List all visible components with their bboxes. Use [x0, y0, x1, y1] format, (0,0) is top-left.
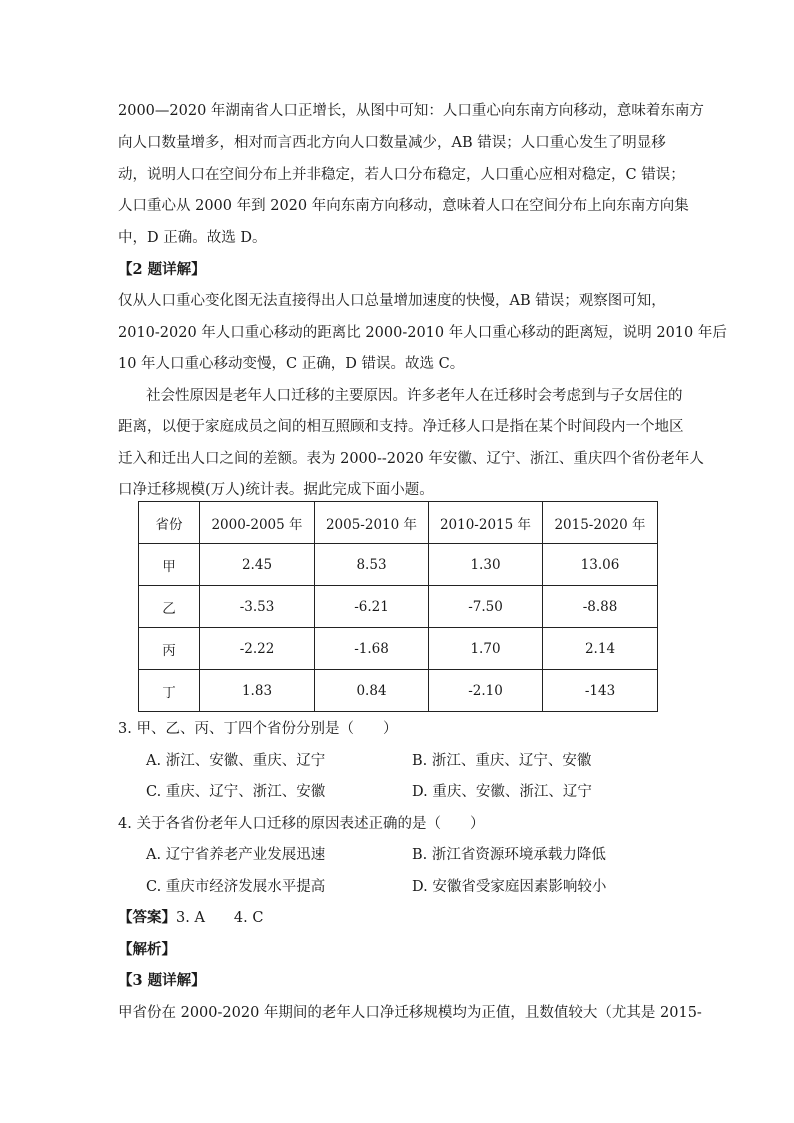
table-cell: 丁 [139, 670, 200, 712]
paragraph-line: 甲省份在 2000-2020 年期间的老年人口净迁移规模均为正值，且数值较大（尤其是 2015- [118, 1005, 702, 1021]
paragraph-line: 人口重心从 2000 年到 2020 年向东南方向移动，意味着人口在空间分布上向东南方向集 [118, 198, 689, 214]
question-4-stem: 4. 关于各省份老年人口迁移的原因表述正确的是（ ） [118, 816, 485, 832]
answer-text: 3. A 4. C [176, 910, 264, 926]
table-cell: -143 [543, 670, 658, 712]
paragraph-line: 2010-2020 年人口重心移动的距离比 2000-2010 年人口重心移动的距离短，说明 2010 年后 [118, 325, 727, 341]
table-header-cell: 2000-2005 年 [200, 502, 315, 544]
table-cell: 2.14 [543, 628, 658, 670]
paragraph-line: 向人口数量增多，相对而言西北方向人口数量减少，AB 错误；人口重心发生了明显移 [118, 135, 666, 151]
question-4-option-d: D. 安徽省受家庭因素影响较小 [412, 879, 607, 895]
table-header-cell: 省份 [139, 502, 200, 544]
question-4-option-c: C. 重庆市经济发展水平提高 [146, 879, 326, 895]
intro-line: 迁入和迁出人口之间的差额。表为 2000--2020 年安徽、辽宁、浙江、重庆四个省份老年人 [118, 451, 704, 467]
table-header-cell: 2010-2015 年 [429, 502, 543, 544]
paragraph-line: 中，D 正确。故选 D。 [118, 230, 267, 246]
table-header-cell: 2015-2020 年 [543, 502, 658, 544]
section-heading-q3: 【3 题详解】 [118, 972, 206, 989]
table-row [139, 544, 658, 586]
table-cell: -7.50 [429, 586, 543, 628]
table-cell: 2.45 [200, 544, 315, 586]
table-cell: 丙 [139, 628, 200, 670]
table-row [139, 628, 658, 670]
table-cell: -1.68 [315, 628, 429, 670]
table-row [139, 586, 658, 628]
table-header-row [139, 502, 658, 544]
table-cell: 1.83 [200, 670, 315, 712]
paragraph-line: 2000—2020 年湖南省人口正增长，从图中可知：人口重心向东南方向移动，意味着东南方 [118, 103, 704, 119]
question-3-option-d: D. 重庆、安徽、浙江、辽宁 [412, 784, 592, 800]
question-3-stem: 3. 甲、乙、丙、丁四个省份分别是（ ） [118, 721, 398, 737]
table-cell: 乙 [139, 586, 200, 628]
intro-line: 社会性原因是老年人口迁移的主要原因。许多老年人在迁移时会考虑到与子女居住的 [146, 388, 683, 404]
analysis-heading: 【解析】 [118, 941, 176, 958]
migration-table [138, 501, 658, 712]
answer-line [118, 908, 263, 928]
table-cell: 甲 [139, 544, 200, 586]
table-cell: -2.22 [200, 628, 315, 670]
table-cell: -6.21 [315, 586, 429, 628]
paragraph-line: 动，说明人口在空间分布上并非稳定，若人口分布稳定，人口重心应相对稳定，C 错误； [118, 167, 685, 183]
intro-line: 口净迁移规模(万人)统计表。据此完成下面小题。 [118, 482, 434, 498]
table-cell: 0.84 [315, 670, 429, 712]
table-cell: -8.88 [543, 586, 658, 628]
paragraph-line: 仅从人口重心变化图无法直接得出人口总量增加速度的快慢，AB 错误；观察图可知， [118, 293, 666, 309]
table-cell: 1.70 [429, 628, 543, 670]
table-header-cell: 2005-2010 年 [315, 502, 429, 544]
intro-line: 距离，以便于家庭成员之间的相互照顾和支持。净迁移人口是指在某个时间段内一个地区 [118, 419, 684, 435]
table-cell: 13.06 [543, 544, 658, 586]
paragraph-line: 10 年人口重心移动变慢，C 正确，D 错误。故选 C。 [118, 356, 465, 372]
section-heading-q2: 【2 题详解】 [118, 261, 206, 278]
question-4-option-a: A. 辽宁省养老产业发展迅速 [146, 847, 326, 863]
question-4-option-b: B. 浙江省资源环境承载力降低 [412, 847, 606, 863]
question-3-option-c: C. 重庆、辽宁、浙江、安徽 [146, 784, 326, 800]
question-3-option-b: B. 浙江、重庆、辽宁、安徽 [412, 753, 592, 769]
question-3-option-a: A. 浙江、安徽、重庆、辽宁 [146, 753, 326, 769]
answer-label: 【答案】 [118, 909, 176, 926]
table-cell: -3.53 [200, 586, 315, 628]
table-row [139, 670, 658, 712]
table-cell: -2.10 [429, 670, 543, 712]
table-cell: 1.30 [429, 544, 543, 586]
table-cell: 8.53 [315, 544, 429, 586]
